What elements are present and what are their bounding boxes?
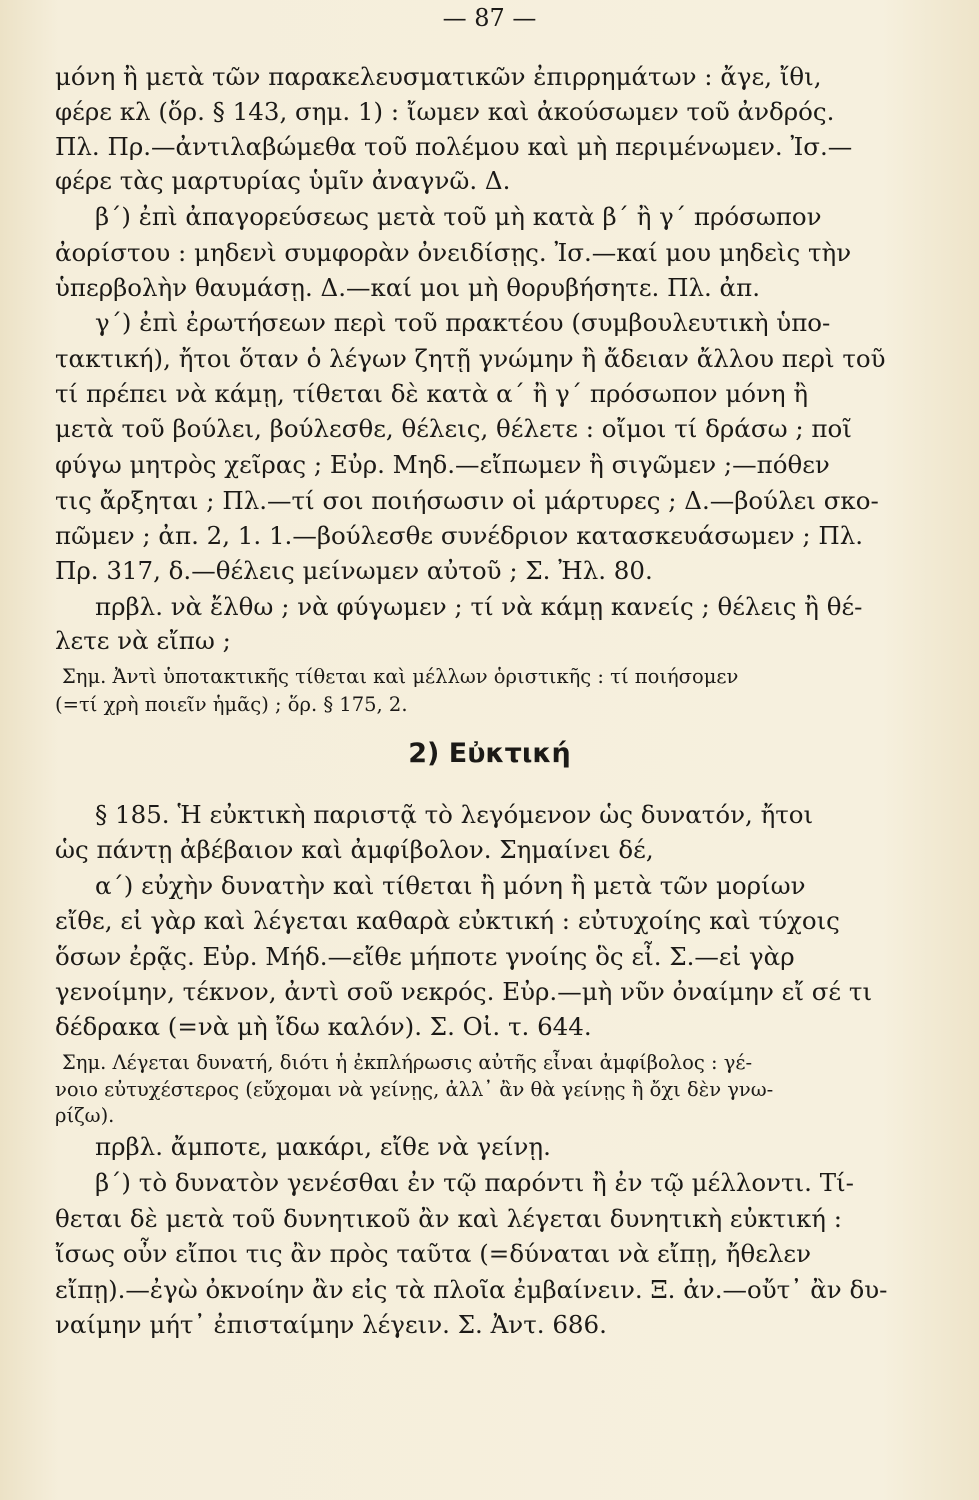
- text-line: πρβλ. νὰ ἔλθω ; νὰ φύγωμεν ; τί νὰ κάμῃ κανείς ; θέλεις ἢ θέ-: [95, 592, 863, 621]
- text-line: μόνη ἢ μετὰ τῶν παρακελευσματικῶν ἐπιρρημάτων : ἄγε, ἴθι,: [55, 62, 822, 91]
- text-line: εἴπῃ).—ἐγὼ ὀκνοίην ἂν εἰς τὰ πλοῖα ἐμβαίνειν. Ξ. ἀν.—οὔτ᾽ ἂν δυ-: [55, 1275, 888, 1304]
- text-line: δέδρακα (=νὰ μὴ ἴδω καλόν). Σ. Οἰ. τ. 644.: [55, 1012, 592, 1041]
- note-line: νοιο εὐτυχέστερος (εὔχομαι νὰ γείνῃς, ἀλλ᾽ ἂν θὰ γείνῃς ἢ ὄχι δὲν γνω-: [55, 1078, 774, 1101]
- text-line: β´) ἐπὶ ἀπαγορεύσεως μετὰ τοῦ μὴ κατὰ β´ ἢ γ´ πρόσωπον: [95, 202, 822, 231]
- text-line: πῶμεν ; ἀπ. 2, 1. 1.—βούλεσθε συνέδριον κατασκευάσωμεν ; Πλ.: [55, 521, 864, 550]
- note-line: Σημ. Ἀντὶ ὑποτακτικῆς τίθεται καὶ μέλλων ὁριστικῆς : τί ποιήσομεν: [62, 665, 739, 688]
- text-line: φέρε τὰς μαρτυρίας ὑμῖν ἀναγνῶ. Δ.: [55, 166, 511, 195]
- text-line: Πλ. Πρ.—ἀντιλαβώμεθα τοῦ πολέμου καὶ μὴ περιμένωμεν. Ἰσ.—: [55, 132, 853, 161]
- text-line: φύγω μητρὸς χεῖρας ; Εὐρ. Μηδ.—εἴπωμεν ἢ σιγῶμεν ;—πόθεν: [55, 450, 830, 479]
- text-line: γενοίμην, τέκνον, ἀντὶ σοῦ νεκρός. Εὐρ.—μὴ νῦν ὀναίμην εἴ σέ τι: [55, 977, 873, 1006]
- text-line: θεται δὲ μετὰ τοῦ δυνητικοῦ ἂν καὶ λέγεται δυνητικὴ εὐκτική :: [55, 1204, 843, 1233]
- text-line: § 185. Ἡ εὐκτικὴ παριστᾷ τὸ λεγόμενον ὡς δυνατόν, ἤτοι: [95, 800, 814, 829]
- section-heading: 2) Εὐκτική: [408, 738, 571, 769]
- text-line: εἴθε, εἰ γὰρ καὶ λέγεται καθαρὰ εὐκτική : εὐτυχοίης καὶ τύχοις: [55, 906, 840, 935]
- text-line: φέρε κλ (ὅρ. § 143, σημ. 1) : ἴωμεν καὶ ἀκούσωμεν τοῦ ἀνδρός.: [55, 97, 835, 126]
- text-line: τί πρέπει νὰ κάμῃ, τίθεται δὲ κατὰ α´ ἢ γ´ πρόσωπον μόνη ἢ: [55, 379, 809, 408]
- text-line: ὅσων ἐρᾷς. Εὐρ. Μήδ.—εἴθε μήποτε γνοίης ὃς εἶ. Σ.—εἰ γὰρ: [55, 942, 795, 971]
- text-line: λετε νὰ εἴπω ;: [55, 626, 231, 655]
- text-line: μετὰ τοῦ βούλει, βούλεσθε, θέλεις, θέλετε : οἴμοι τί δράσω ; ποῖ: [55, 414, 852, 443]
- text-line: ἴσως οὖν εἴποι τις ἂν πρὸς ταῦτα (=δύναται νὰ εἴπῃ, ἤθελεν: [55, 1239, 812, 1268]
- text-line: γ´) ἐπὶ ἐρωτήσεων περὶ τοῦ πρακτέου (συμβουλευτικὴ ὑπο-: [95, 308, 831, 337]
- note-line: Σημ. Λέγεται δυνατή, διότι ἡ ἐκπλήρωσις αὐτῆς εἶναι ἀμφίβολος : γέ-: [62, 1051, 753, 1074]
- text-line: τακτική), ἤτοι ὅταν ὁ λέγων ζητῇ γνώμην ἢ ἄδειαν ἄλλου περὶ τοῦ: [55, 344, 886, 373]
- note-line: (=τί χρὴ ποιεῖν ἡμᾶς) ; ὅρ. § 175, 2.: [55, 693, 408, 716]
- page-number: — 87 —: [442, 4, 537, 32]
- text-line: πρβλ. ἄμποτε, μακάρι, εἴθε νὰ γείνῃ.: [95, 1132, 551, 1161]
- text-line: ἀορίστου : μηδενὶ συμφορὰν ὀνειδίσῃς. Ἰσ.—καί μου μηδεὶς τὴν: [55, 238, 852, 267]
- text-line: β´) τὸ δυνατὸν γενέσθαι ἐν τῷ παρόντι ἢ ἐν τῷ μέλλοντι. Τί-: [95, 1168, 854, 1197]
- text-line: τις ἄρξηται ; Πλ.—τί σοι ποιήσωσιν οἱ μάρτυρες ; Δ.—βούλει σκο-: [55, 486, 879, 515]
- note-line: ρίζω).: [55, 1104, 115, 1127]
- text-line: ὡς πάντῃ ἀβέβαιον καὶ ἀμφίβολον. Σημαίνει δέ,: [55, 835, 654, 864]
- text-line: Πρ. 317, δ.—θέλεις μείνωμεν αὐτοῦ ; Σ. Ἠλ. 80.: [55, 556, 653, 585]
- text-line: ναίμην μήτ᾽ ἐπισταίμην λέγειν. Σ. Ἀντ. 686.: [55, 1310, 607, 1339]
- text-line: ὑπερβολὴν θαυμάσῃ. Δ.—καί μοι μὴ θορυβήσητε. Πλ. ἀπ.: [55, 273, 760, 302]
- text-line: α´) εὐχὴν δυνατὴν καὶ τίθεται ἢ μόνη ἢ μετὰ τῶν μορίων: [95, 871, 806, 900]
